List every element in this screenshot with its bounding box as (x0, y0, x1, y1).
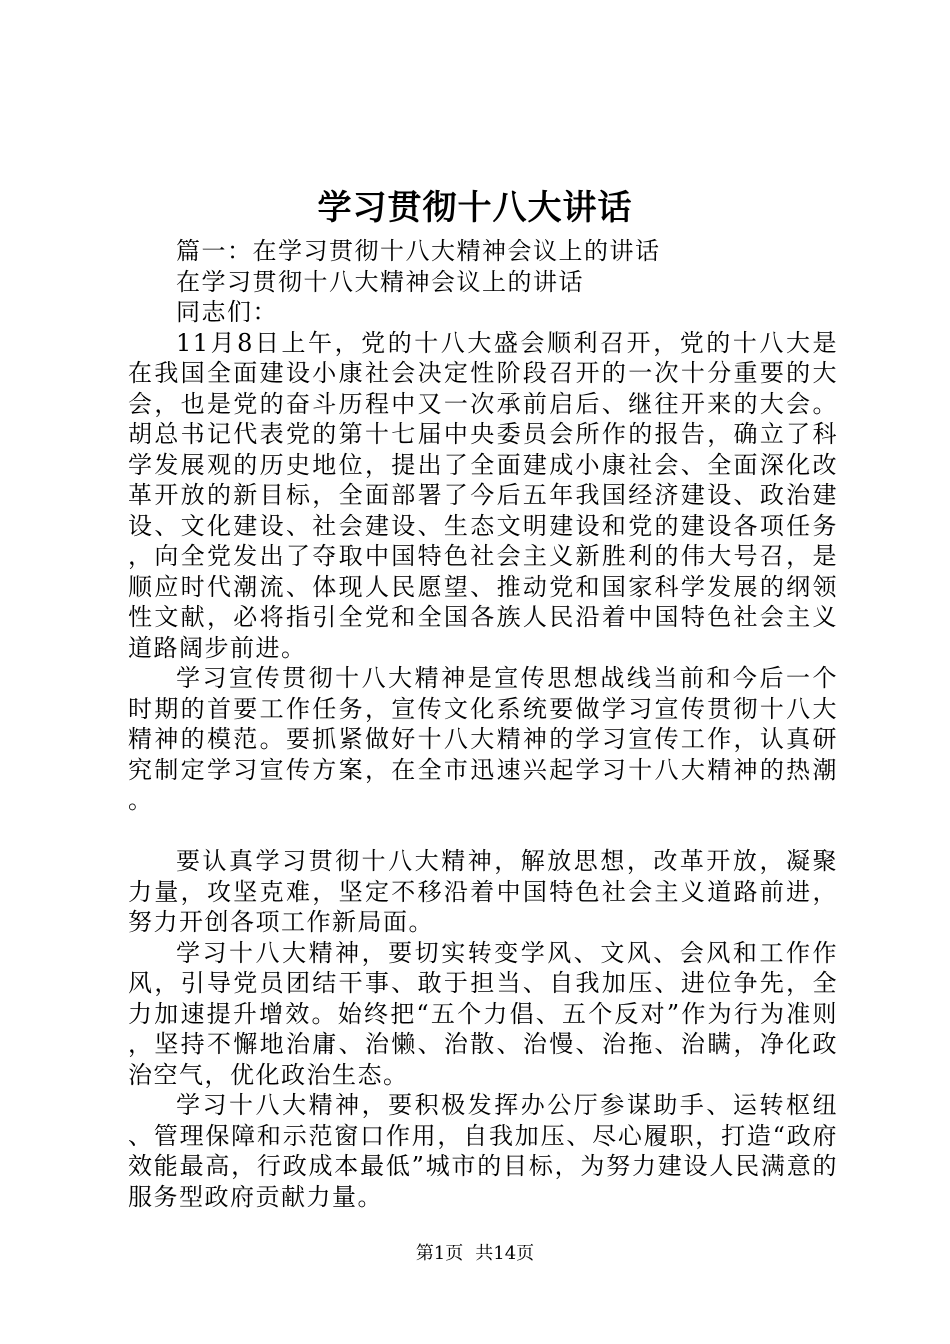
speech-title: 在学习贯彻十八大精神会议上的讲话 (176, 267, 584, 296)
body-paragraph: 11月8日上午，党的十八大盛会顺利召开，党的十八大是在我国全面建设小康社会决定性阶段召开的一次十分重要的大会，也是党的奋斗历程中又一次承前启后、继往开来的大会。胡总书记代表党的第十七届中央委员会所作的报告，确立了科学发展观的历史地位，提出了全面建成小康社会、全面深化改革开放的新目标，全面部署了今后五年我国经济建设、政治建设、文化建设、社会建设、生态文明建设和党的建设各项任务，向全党发出了夺取中国特色社会主义新胜利的伟大号召，是顺应时代潮流、体现人民愿望、推动党和国家科学发展的纲领性文献，必将指引全党和全国各族人民沿着中国特色社会主义道路阔步前进。 (128, 328, 838, 662)
body-paragraph: 学习宣传贯彻十八大精神是宣传思想战线当前和今后一个时期的首要工作任务，宣传文化系统要做学习宣传贯彻十八大精神的模范。要抓紧做好十八大精神的学习宣传工作，认真研究制定学习宣传方案，在全市迅速兴起学习十八大精神的热潮。 (128, 664, 838, 814)
body-paragraph: 学习十八大精神，要切实转变学风、文风、会风和工作作风，引导党员团结干事、敢于担当、自我加压、进位争先，全力加速提升增效。始终把“五个力倡、五个反对”作为行为准则，坚持不懈地治庸、治懒、治散、治慢、治拖、治瞒，净化政治空气，优化政治生态。 (128, 938, 838, 1089)
section-heading: 篇一：在学习贯彻十八大精神会议上的讲话 (176, 237, 661, 265)
document-body (128, 236, 838, 1212)
document-title: 学习贯彻十八大讲话 (317, 188, 633, 228)
page-footer (0, 1240, 950, 1268)
body-paragraph: 学习十八大精神，要积极发挥办公厅参谋助手、运转枢纽、管理保障和示范窗口作用，自我加压、尽心履职，打造“政府效能最高，行政成本最低”城市的目标，为努力建设人民满意的服务型政府贡献力量。 (128, 1091, 838, 1211)
body-paragraph: 要认真学习贯彻十八大精神，解放思想，改革开放，凝聚力量，攻坚克难，坚定不移沿着中国特色社会主义道路前进，努力开创各项工作新局面。 (128, 847, 838, 936)
page-total: 共14页 (475, 1243, 535, 1264)
salutation: 同志们： (176, 298, 278, 326)
page-number: 第1页 (415, 1243, 464, 1264)
